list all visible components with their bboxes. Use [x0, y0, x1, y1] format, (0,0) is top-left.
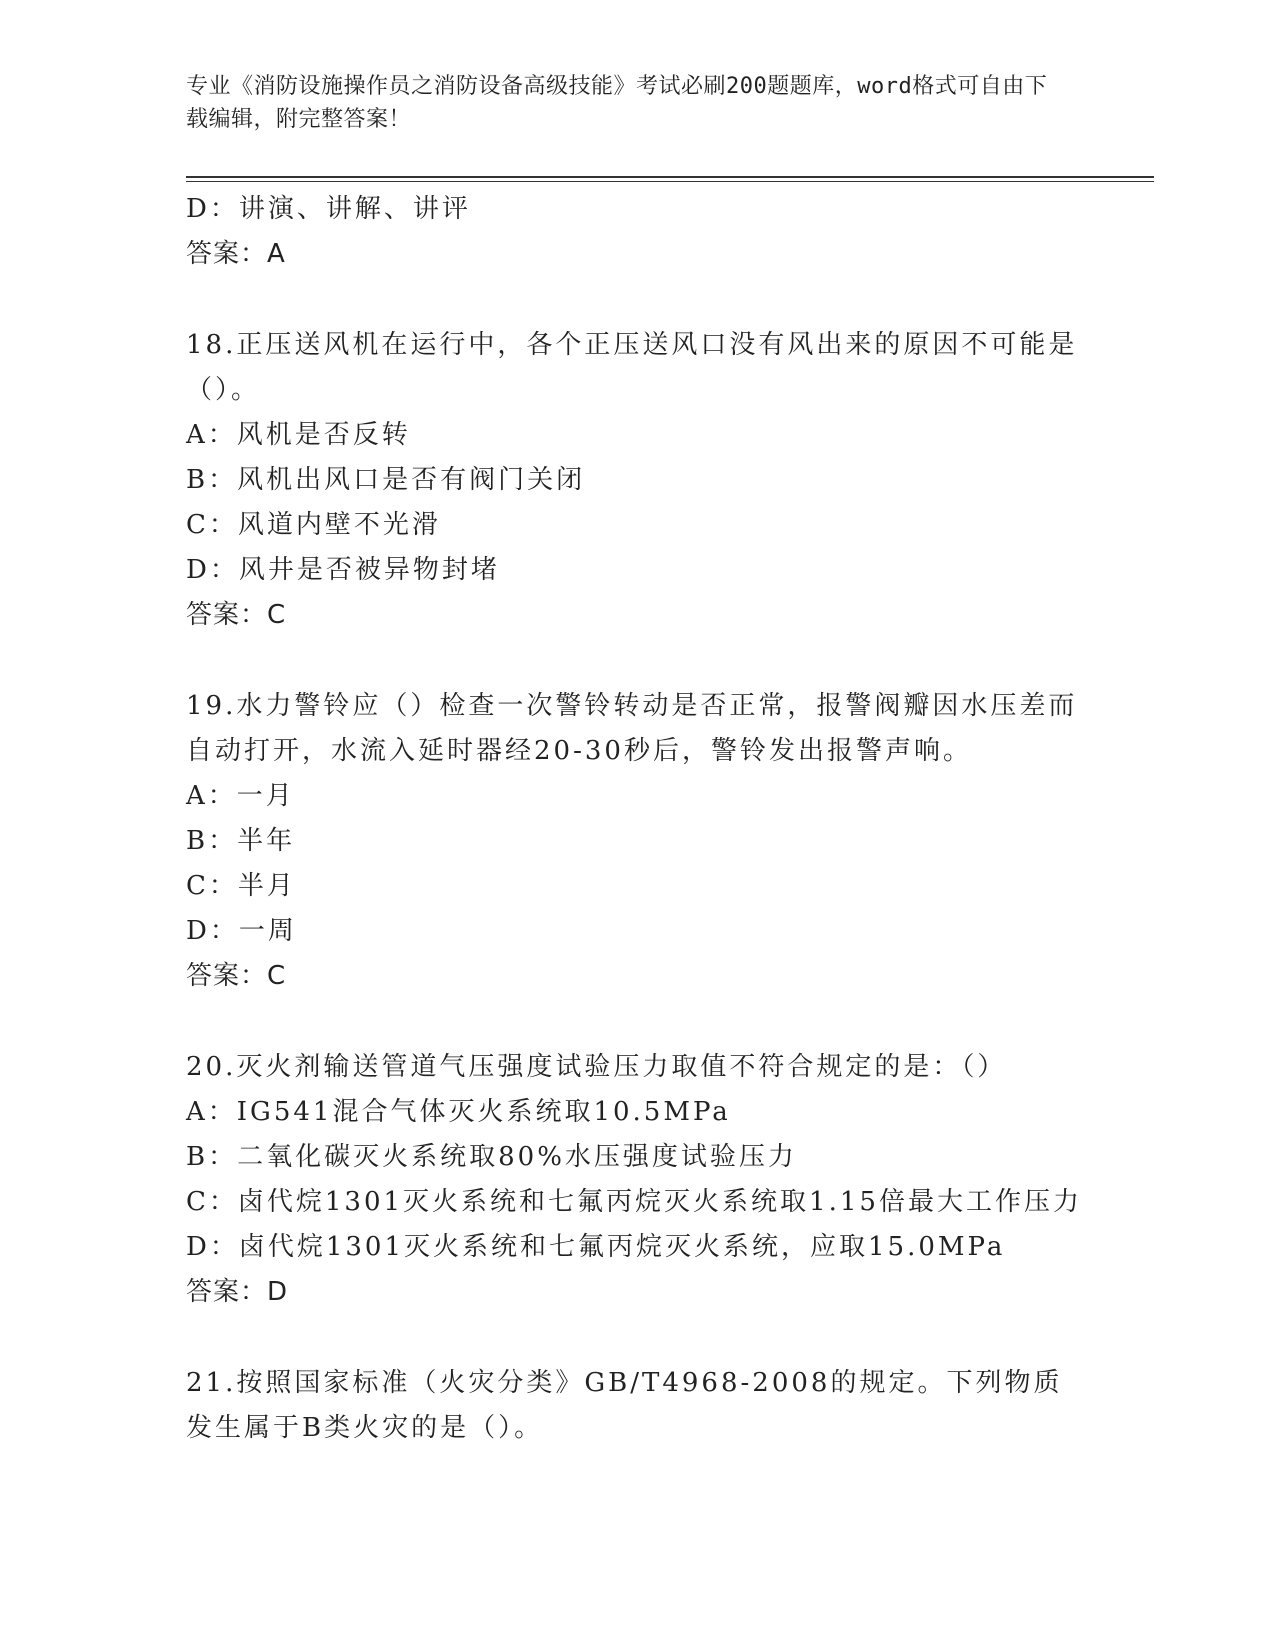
option-d: D：讲演、讲解、讲评: [186, 194, 471, 224]
option-d: D：风井是否被异物封堵: [186, 555, 500, 585]
option-c: C：风道内壁不光滑: [186, 510, 441, 540]
question-stem: 20.灭火剂输送管道气压强度试验压力取值不符合规定的是：（）: [186, 1052, 1007, 1082]
question-18: [186, 323, 1086, 638]
answer-line: 答案：D: [186, 1277, 289, 1307]
option-d: D：一周: [186, 916, 297, 946]
answer-line: 答案：A: [186, 239, 286, 269]
question-21: [186, 1361, 1086, 1451]
option-a: A：一月: [186, 781, 295, 811]
question-19: [186, 684, 1086, 999]
option-a: A：风机是否反转: [186, 420, 411, 450]
option-c: C：卤代烷1301灭火系统和七氟丙烷灭火系统取1.15倍最大工作压力: [186, 1187, 1082, 1217]
question-stem: 18.正压送风机在运行中，各个正压送风口没有风出来的原因不可能是（）。: [186, 330, 1078, 405]
document-header: 专业《消防设施操作员之消防设备高级技能》考试必刷200题题库，word格式可自由下载编辑，附完整答案！: [186, 74, 1048, 132]
question-stem: 21.按照国家标准（火灾分类》GB/T4968-2008的规定。下列物质发生属于B类火灾的是（）。: [186, 1368, 1063, 1443]
question-20: [186, 1045, 1086, 1315]
option-d: D：卤代烷1301灭火系统和七氟丙烷灭火系统，应取15.0MPa: [186, 1232, 1006, 1262]
header-rule-top: [186, 176, 1154, 178]
option-b: B：半年: [186, 826, 296, 856]
question-list: [186, 187, 1086, 1451]
answer-line: 答案：C: [186, 961, 287, 991]
question-stem: 19.水力警铃应（）检查一次警铃转动是否正常，报警阀瓣因水压差而自动打开，水流入延时器经20-30秒后，警铃发出报警声响。: [186, 691, 1078, 766]
option-b: B：风机出风口是否有阀门关闭: [186, 465, 586, 495]
header-rule-bottom: [186, 181, 1154, 182]
question-17-tail: [186, 187, 1086, 277]
option-c: C：半月: [186, 871, 296, 901]
answer-line: 答案：C: [186, 600, 287, 630]
option-b: B：二氧化碳灭火系统取80%水压强度试验压力: [186, 1142, 797, 1172]
option-a: A：IG541混合气体灭火系统取10.5MPa: [186, 1097, 731, 1127]
